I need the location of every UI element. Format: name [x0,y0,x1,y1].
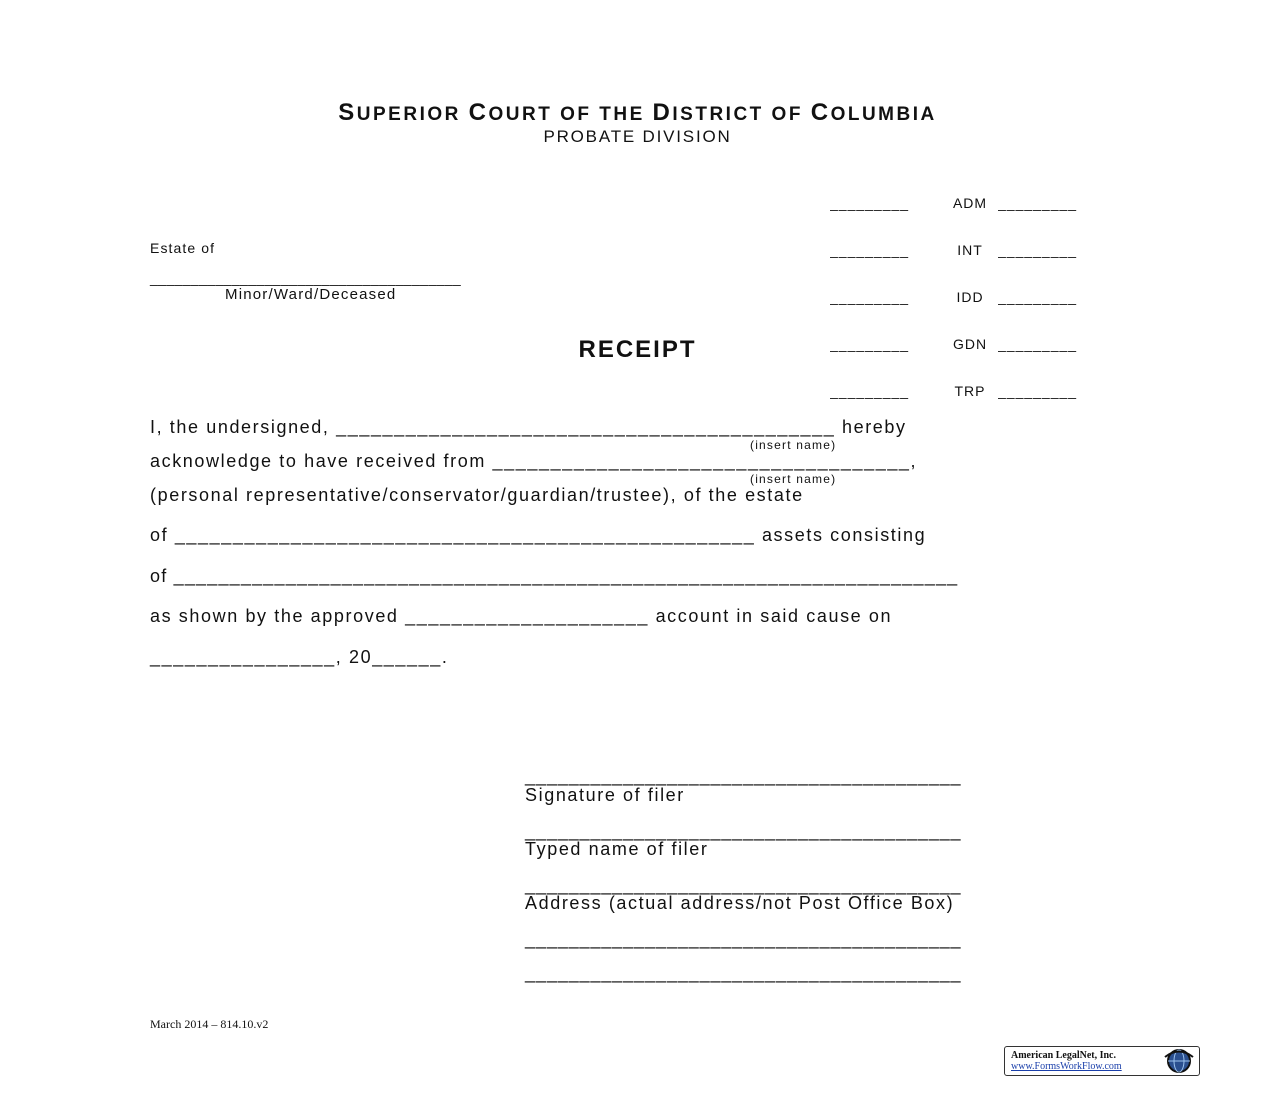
address-extra-line[interactable]: ________________________________________ [525,963,962,983]
typed-name-label: Typed name of filer [525,839,709,859]
logo-url[interactable]: www.FormsWorkFlow.com [1011,1061,1122,1072]
typed-name-line[interactable]: ________________________________________ [525,821,962,841]
case-code-label: GDN [952,336,988,352]
division-title: PROBATE DIVISION [543,127,732,146]
case-code-label: TRP [954,383,986,399]
case-code-left-line[interactable]: _________ [830,196,910,211]
case-code-table [830,164,1110,415]
case-code-label: INT [957,242,983,258]
case-code-row-trp [830,384,1110,399]
body-line-4: of __________________________________________________ assets consisting [150,525,927,545]
estate-caption: Minor/Ward/Deceased [225,286,397,303]
body-line-3: (personal representative/conservator/guardian/trustee), of the estate [150,485,804,505]
signature-line[interactable]: ________________________________________ [525,766,962,786]
case-code-left-line[interactable]: _________ [830,243,910,258]
case-code-right-line[interactable]: _________ [998,196,1078,211]
estate-name-line[interactable]: ______________________________________ [150,270,462,286]
case-code-row-adm [830,196,1110,211]
case-code-row-idd [830,290,1110,305]
form-title: RECEIPT [578,336,697,363]
legalnet-logo [1004,1046,1200,1076]
body-line-5: of ______________________________________________________________________ [150,566,959,586]
logo-company: American LegalNet, Inc. [1011,1050,1116,1061]
insert-name-hint-1: (insert name) [750,438,837,452]
address-line[interactable]: ________________________________________ [525,875,962,895]
case-code-right-line[interactable]: _________ [998,290,1078,305]
body-line-2: acknowledge to have received from ____________________________________, [150,451,918,471]
case-code-right-line[interactable]: _________ [998,337,1078,352]
signature-label: Signature of filer [525,785,685,805]
case-code-label: ADM [952,195,988,211]
case-code-row-int [830,243,1110,258]
address-label: Address (actual address/not Post Office Box) [525,893,955,913]
case-code-label: IDD [956,289,984,305]
case-code-right-line[interactable]: _________ [998,384,1078,399]
estate-label: Estate of [150,240,216,256]
address-extra-line[interactable]: ________________________________________ [525,929,962,949]
case-code-left-line[interactable]: _________ [830,290,910,305]
body-line-7: ________________, 20______. [150,647,449,667]
body-line-6: as shown by the approved _____________________ account in said cause on [150,606,893,626]
court-title: SUPERIOR COURT OF THE DISTRICT OF COLUMBIA [338,99,937,126]
case-code-right-line[interactable]: _________ [998,243,1078,258]
globe-icon [1161,1048,1197,1074]
insert-name-hint-2: (insert name) [750,472,837,486]
case-code-left-line[interactable]: _________ [830,384,910,399]
form-revision: March 2014 – 814.10.v2 [150,1017,269,1031]
case-code-left-line[interactable]: _________ [830,337,910,352]
body-line-1: I, the undersigned, ___________________________________________ hereby [150,417,907,437]
